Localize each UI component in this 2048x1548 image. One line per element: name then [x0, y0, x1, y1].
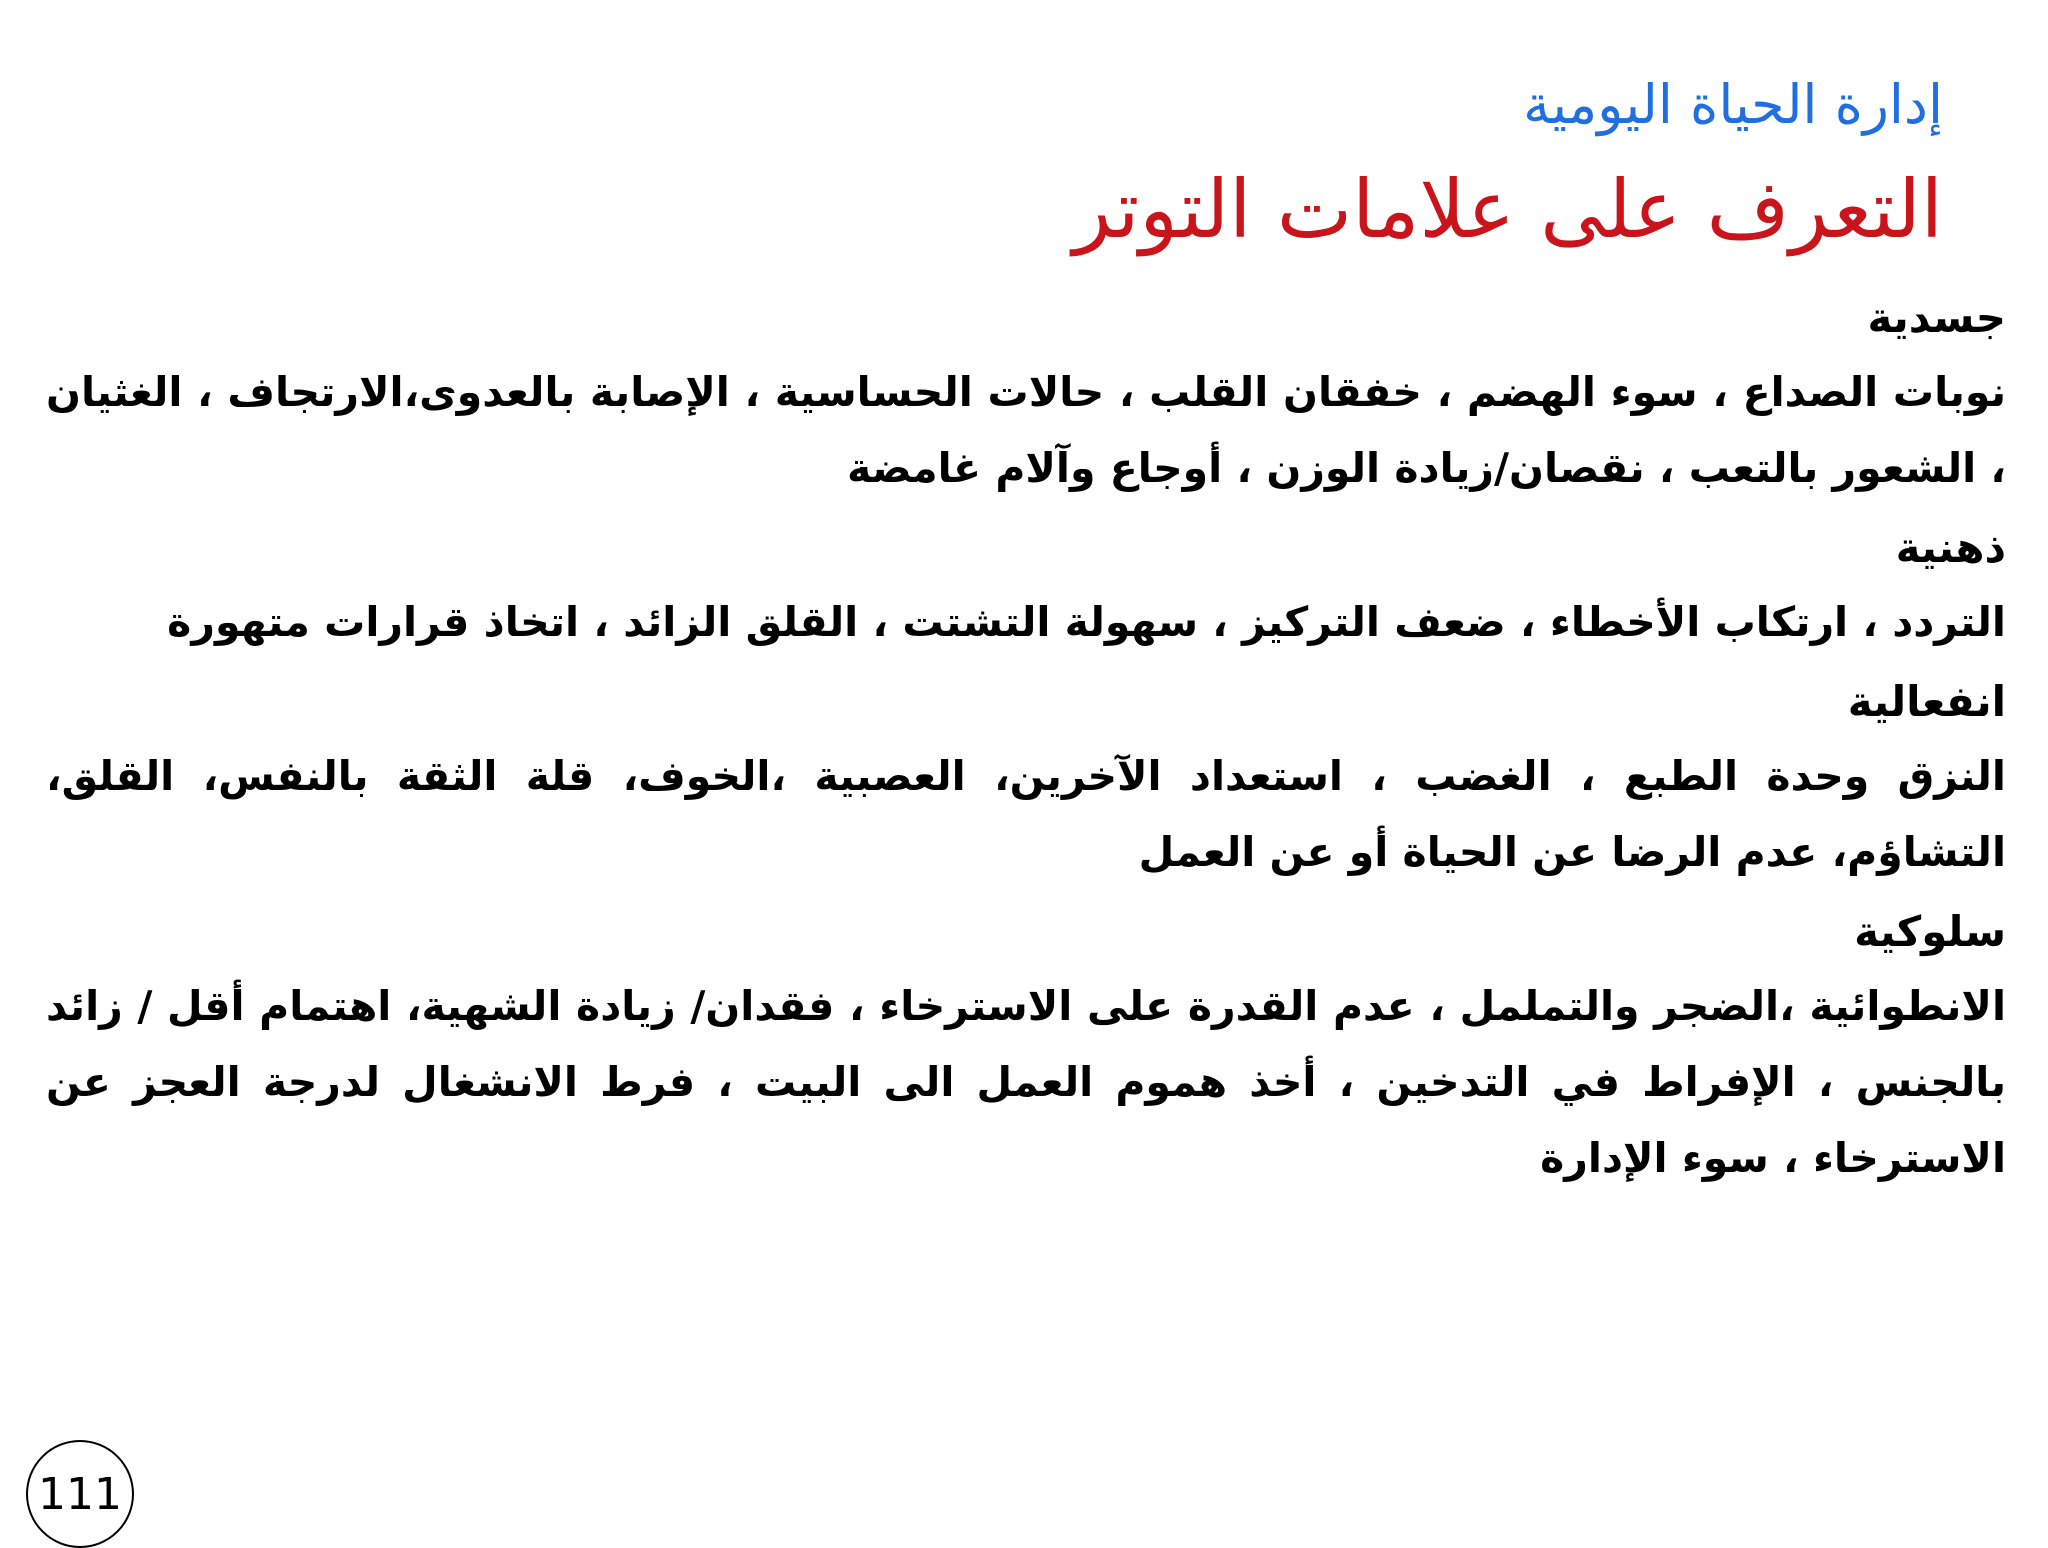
section-heading-physical: جسدية: [1867, 293, 2006, 342]
section-heading-mental: ذهنية: [1895, 523, 2006, 572]
page-number-badge: 111: [26, 1440, 134, 1548]
section-body-physical: نوبات الصداع ، سوء الهضم ، خفقان القلب ، حالات الحساسية ، الإصابة بالعدوى،الارتجاف ، الغثيان ، الشعور بالتعب ، نقصان/زيادة الوزن ، أوجاع وآلام غامضة: [46, 368, 2006, 492]
section-body-mental: التردد ، ارتكاب الأخطاء ، ضعف التركيز ، سهولة التشتت ، القلق الزائد ، اتخاذ قرارات متهورة: [167, 598, 2006, 646]
section-heading-emotional: انفعالية: [1847, 677, 2006, 726]
section-body-emotional: النزق وحدة الطبع ، الغضب ، استعداد الآخرين، العصبية ،الخوف، قلة الثقة بالنفس، القلق، التشاؤم، عدم الرضا عن الحياة أو عن العمل: [46, 752, 2006, 876]
section-heading-behavioral: سلوكية: [1854, 907, 2006, 956]
slide-subtitle: إدارة الحياة اليومية: [1523, 73, 1943, 136]
slide-content: [46, 282, 2006, 1202]
section-body-behavioral: الانطوائية ،الضجر والتململ ، عدم القدرة على الاسترخاء ، فقدان/ زيادة الشهية، اهتمام أقل / زائد بالجنس ، الإفراط في التدخين ، أخذ هموم العمل الى البيت ، فرط الانشغال لدرجة العجز عن الاسترخاء ، سوء الإدارة: [46, 982, 2006, 1182]
slide-title: التعرف على علامات التوتر: [1072, 163, 1943, 256]
